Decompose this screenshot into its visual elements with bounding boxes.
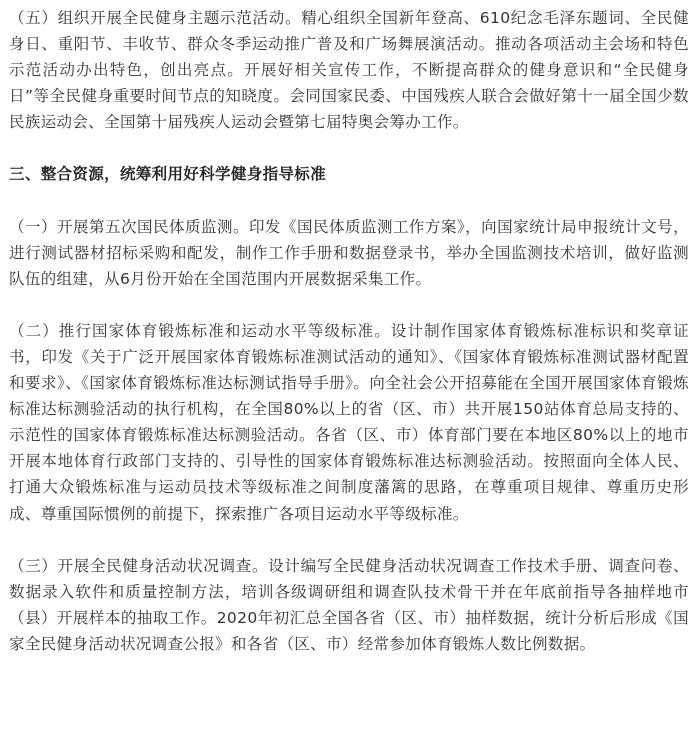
- paragraph-fitness-monitoring: （一）开展第五次国民体质监测。印发《国民体质监测工作方案》，向国家统计局申报统计文号，进行测试器材招标采购和配发，制作工作手册和数据登录书，举办全国监测技术培训，做好监测队伍的组建，从6月份开始在全国范围内开展数据采集工作。: [9, 217, 689, 288]
- document-body: [9, 0, 689, 657]
- paragraph-theme-activities: （五）组织开展全民健身主题示范活动。精心组织全国新年登高、610纪念毛泽东题词、全民健身日、重阳节、丰收节、群众冬季运动推广普及和广场舞展演活动。推动各项活动主会场和特色示范活动办出特色，创出亮点。开展好相关宣传工作，不断提高群众的健身意识和“全民健身日”等全民健身重要时间节点的知晓度。会同国家民委、中国残疾人联合会做好第十一届全国少数民族运动会、全国第十届残疾人运动会暨第七届特奥会筹办工作。: [9, 9, 689, 132]
- paragraph-exercise-standards: （二）推行国家体育锻炼标准和运动水平等级标准。设计制作国家体育锻炼标准标识和奖章证书，印发《关于广泛开展国家体育锻炼标准测试活动的通知》、《国家体育锻炼标准测试器材配置和要求》、《国家体育锻炼标准达标测试指导手册》。向全社会公开招募能在全国开展国家体育锻炼标准达标测验活动的执行机构，在全国80%以上的省（区、市）共开展150站体育总局支持的、示范性的国家体育锻炼标准达标测验活动。各省（区、市）体育部门要在本地区80%以上的地市开展本地体育行政部门支持的、引导性的国家体育锻炼标准达标测验活动。按照面向全体人民、打通大众锻炼标准与运动员技术等级标准之间制度藩篱的思路，在尊重项目规律、尊重历史形成、尊重国际惯例的前提下，探索推广各项目运动水平等级标准。: [9, 321, 689, 523]
- paragraph-spacer: [9, 135, 689, 161]
- paragraph-spacer: [9, 527, 689, 553]
- paragraph-activity-survey: （三）开展全民健身活动状况调查。设计编写全民健身活动状况调查工作技术手册、调查问卷、数据录入软件和质量控制方法，培训各级调研组和调查队技术骨干并在年底前指导各抽样地市（县）开展样本的抽取工作。2020年初汇总全国各省（区、市）抽样数据，统计分析后形成《国家全民健身活动状况调查公报》和各省（区、市）经常参加体育锻炼人数比例数据。: [9, 556, 689, 653]
- section-heading-3: 三、整合资源，统筹利用好科学健身指导标准: [9, 165, 327, 184]
- paragraph-spacer: [9, 292, 689, 318]
- paragraph-spacer: [9, 188, 689, 214]
